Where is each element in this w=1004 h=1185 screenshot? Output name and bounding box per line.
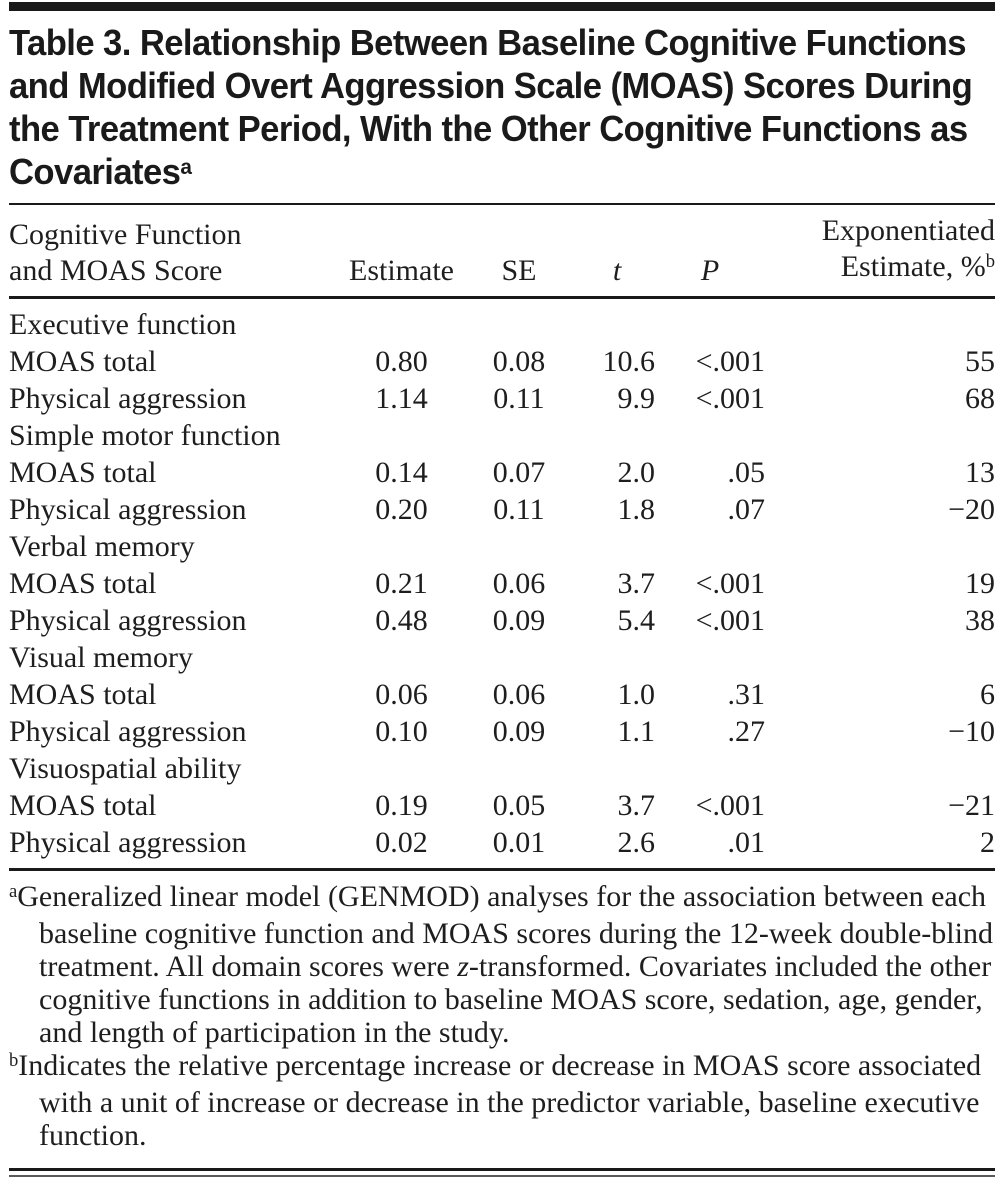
cell-se: 0.09 [492, 603, 546, 637]
cell-estimate: 1.14 [375, 381, 428, 415]
row-label: Physical aggression [9, 381, 247, 415]
cell-t: 1.8 [617, 492, 655, 526]
cell-p: <.001 [695, 344, 765, 378]
cell-p: <.001 [695, 566, 765, 600]
cell-estimate: 0.06 [375, 677, 428, 711]
row-label: MOAS total [9, 344, 157, 378]
col-header-cognitive-function: Cognitive Function and MOAS Score [9, 205, 344, 298]
footnotes [9, 880, 997, 1152]
moas-results-table [9, 205, 995, 861]
cell-se: 0.07 [492, 455, 546, 489]
table-row [9, 676, 995, 713]
cell-se: 0.05 [492, 788, 546, 822]
cell-t: 2.6 [617, 825, 655, 859]
footnote-b-marker: b [9, 1049, 19, 1071]
cell-t: 9.9 [617, 381, 655, 415]
cell-exponentiated-estimate: 19 [965, 566, 995, 600]
cell-t: 3.7 [617, 566, 655, 600]
cell-estimate: 0.02 [375, 825, 428, 859]
cell-se: 0.08 [492, 344, 546, 378]
table-body [9, 298, 995, 862]
row-label: Physical aggression [9, 492, 247, 526]
footnote-a [9, 880, 997, 1049]
table-header [9, 205, 995, 298]
col-header-estimate: Estimate [344, 205, 459, 298]
col-header-p: P [655, 205, 765, 298]
top-rule-bar [9, 2, 995, 11]
footnote-b-text: Indicates the relative percentage increase or decrease in MOAS score associated with a unit of increase or decrease in the predictor variable, baseline executive function. [18, 1049, 982, 1152]
table-row [9, 454, 995, 491]
cell-p: .07 [727, 492, 765, 526]
footnote-a-text: Generalized linear model (GENMOD) analyses for the association between each baseline cognitive function and MOAS scores during the 12-week double-blind treatment. All domain scores were [17, 880, 993, 983]
cell-estimate: 0.14 [375, 455, 428, 489]
cell-t: 3.7 [617, 788, 655, 822]
table-row [9, 787, 995, 824]
table-row [9, 565, 995, 602]
cell-p: .27 [727, 714, 765, 748]
cell-exponentiated-estimate: 6 [980, 677, 995, 711]
footnote-a-italic-term: z [457, 950, 469, 983]
cell-se: 0.11 [493, 381, 545, 415]
cell-exponentiated-estimate: 13 [965, 455, 995, 489]
cell-se: 0.06 [492, 566, 546, 600]
cell-p: .01 [727, 825, 765, 859]
cell-exponentiated-estimate: −20 [948, 492, 995, 526]
cell-t: 5.4 [617, 603, 655, 637]
row-label: MOAS total [9, 677, 157, 711]
group-label: Visuospatial ability [9, 751, 242, 785]
group-row-executive-function [9, 298, 995, 344]
header-row [9, 205, 995, 298]
table-row [9, 824, 995, 861]
cell-estimate: 0.19 [375, 788, 428, 822]
row-label: MOAS total [9, 788, 157, 822]
footnote-divider-rule [9, 868, 995, 871]
table-row [9, 713, 995, 750]
cell-se: 0.06 [492, 677, 546, 711]
row-label: MOAS total [9, 566, 157, 600]
row-label: Physical aggression [9, 825, 247, 859]
title-footnote-marker: a [180, 154, 192, 180]
cell-estimate: 0.21 [375, 566, 428, 600]
footnote-a-marker: a [9, 880, 18, 902]
cell-t: 10.6 [602, 344, 655, 378]
cell-t: 1.1 [617, 714, 655, 748]
group-row-simple-motor-function [9, 417, 995, 454]
cell-estimate: 0.80 [375, 344, 428, 378]
group-row-verbal-memory [9, 528, 995, 565]
group-label: Visual memory [9, 640, 193, 674]
group-row-visuospatial-ability [9, 750, 995, 787]
cell-p: <.001 [695, 788, 765, 822]
cell-estimate: 0.20 [375, 492, 428, 526]
group-label: Simple motor function [9, 418, 281, 452]
cell-se: 0.09 [492, 714, 546, 748]
cell-exponentiated-estimate: 55 [965, 344, 995, 378]
row-label: Physical aggression [9, 603, 247, 637]
cell-se: 0.01 [492, 825, 546, 859]
bottom-rule [9, 1168, 995, 1177]
row-label: Physical aggression [9, 714, 247, 748]
cell-se: 0.11 [493, 492, 545, 526]
table-row [9, 343, 995, 380]
cell-t: 1.0 [617, 677, 655, 711]
group-label: Executive function [9, 307, 237, 341]
cell-exponentiated-estimate: 2 [980, 825, 995, 859]
footnote-a-text-continued: -transformed. Covariates included the other cognitive functions in addition to baseline MOAS score, sedation, age, gender, and length of participation in the study. [39, 950, 992, 1049]
table-row [9, 380, 995, 417]
footnote-b [9, 1049, 997, 1152]
cell-p: <.001 [695, 381, 765, 415]
row-label: MOAS total [9, 455, 157, 489]
group-label: Verbal memory [9, 529, 195, 563]
col-header-t: t [579, 205, 655, 298]
col-header-se: SE [459, 205, 579, 298]
table-title [9, 21, 1004, 198]
group-row-visual-memory [9, 639, 995, 676]
cell-exponentiated-estimate: 38 [965, 603, 995, 637]
exp-footnote-marker: b [985, 250, 995, 272]
table-row [9, 602, 995, 639]
cell-exponentiated-estimate: 68 [965, 381, 995, 415]
cell-exponentiated-estimate: −21 [948, 788, 995, 822]
table-row [9, 491, 995, 528]
cell-estimate: 0.10 [375, 714, 428, 748]
cell-p: .05 [727, 455, 765, 489]
cell-p: <.001 [695, 603, 765, 637]
cell-t: 2.0 [617, 455, 655, 489]
col-header-exponentiated-estimate: Exponentiated Estimate, %$^b$ [765, 205, 995, 298]
cell-p: .31 [727, 677, 765, 711]
cell-estimate: 0.48 [375, 603, 428, 637]
cell-exponentiated-estimate: −10 [948, 714, 995, 748]
table-title-text: Table 3. Relationship Between Baseline Cognitive Functions and Modified Overt Aggression Scale (MOAS) Scores During the Treatment Period, With the Other Cognitive Functions as Covariates [9, 22, 973, 192]
